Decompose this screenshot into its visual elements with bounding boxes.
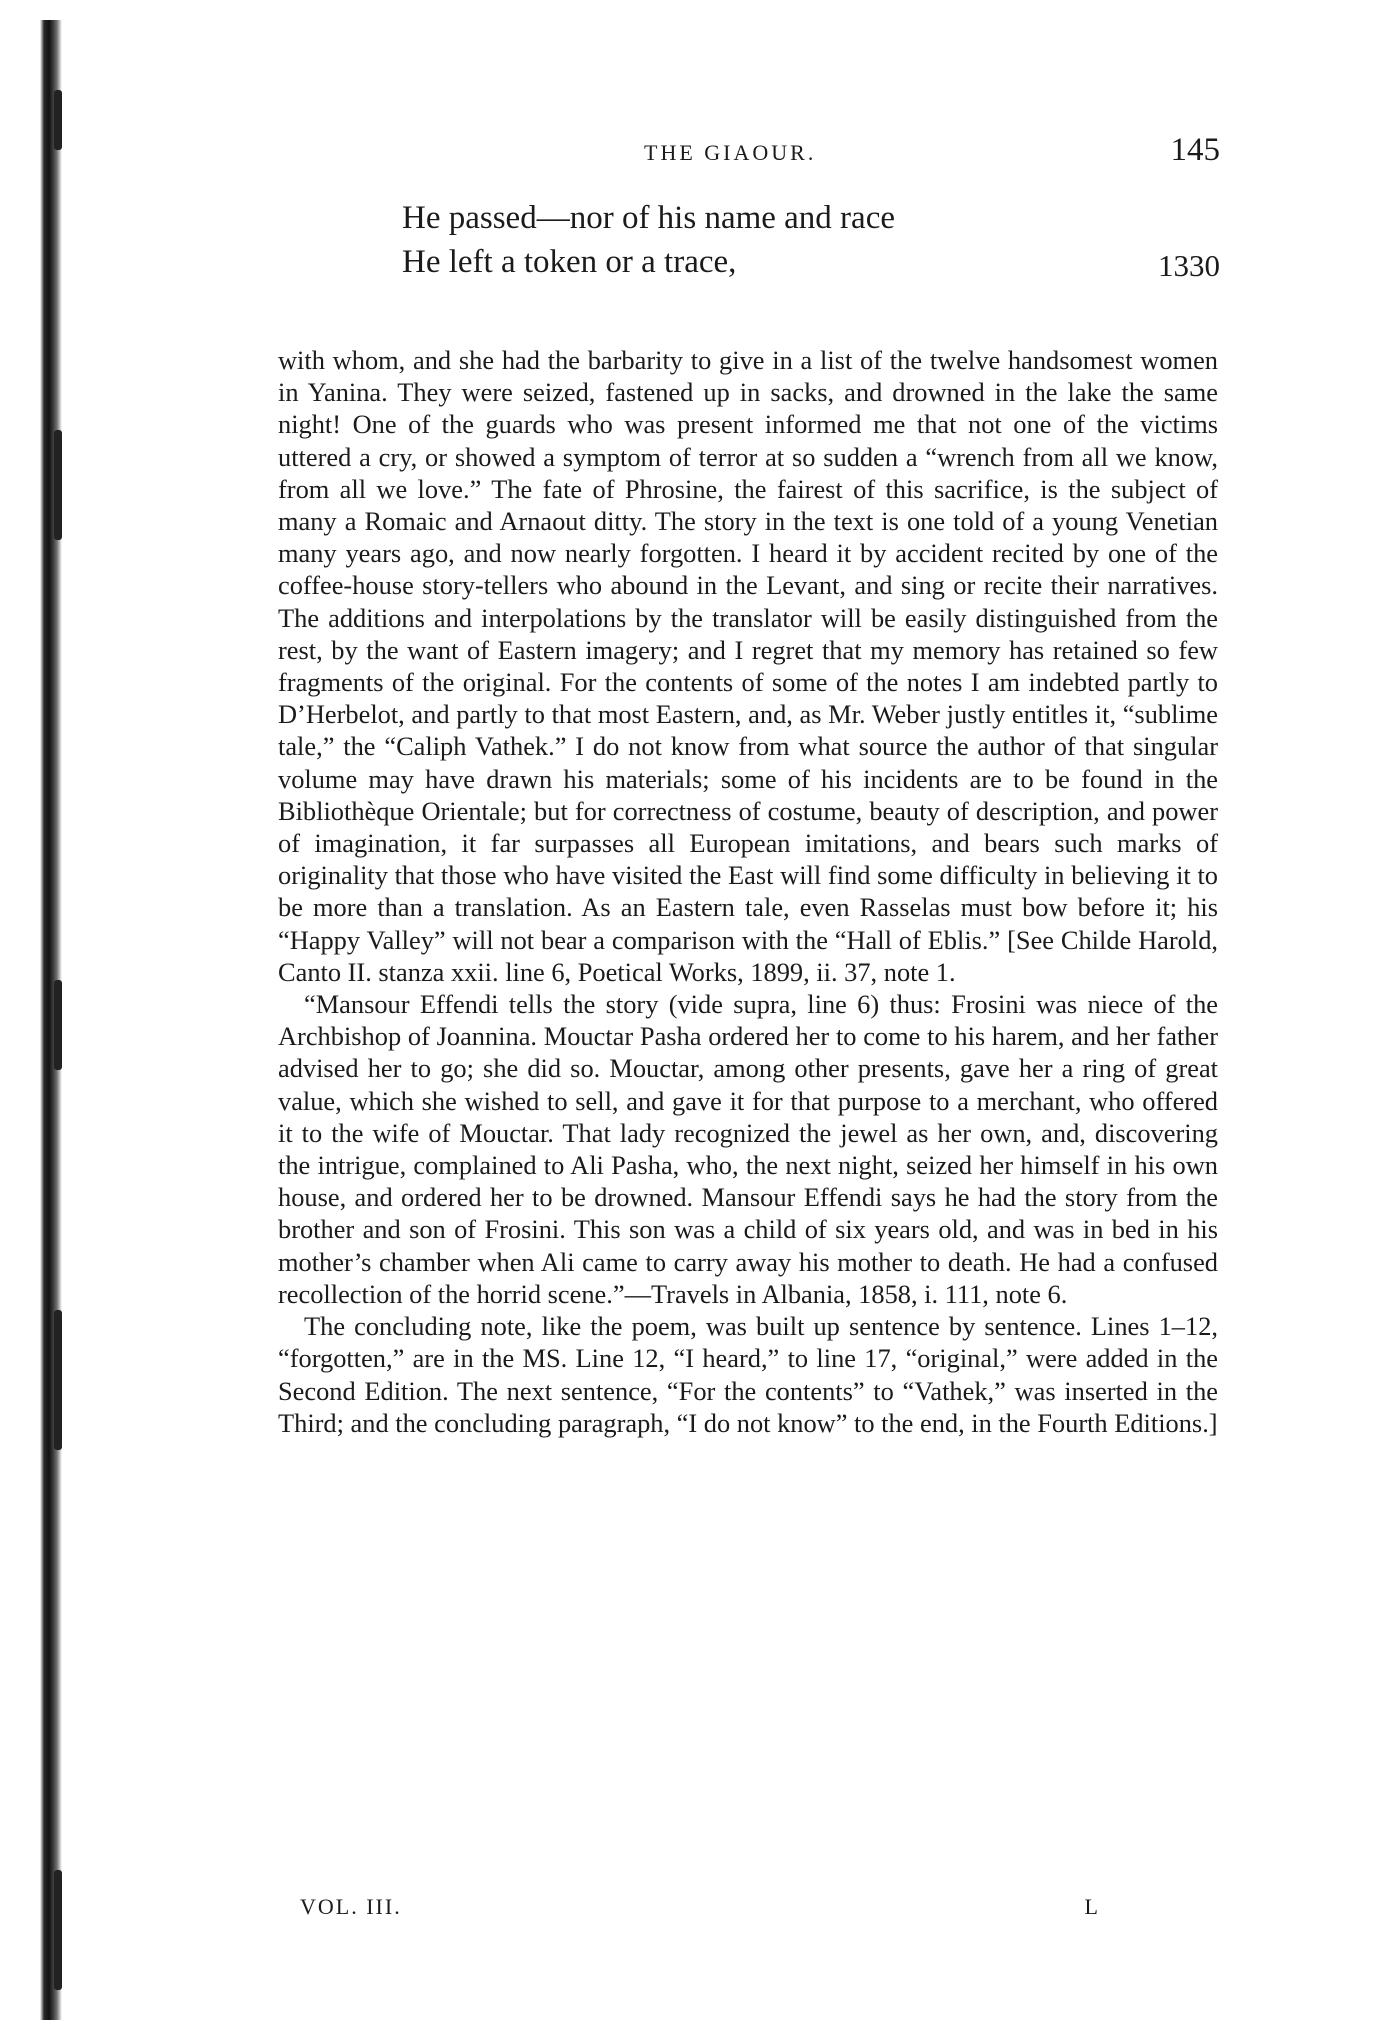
footnote-paragraph: “Mansour Effendi tells the story (vide supra, line 6) thus: Frosini was niece of the Archbishop of Joannina. Mouctar Pasha ordered her to come to his harem, and her father advised her to go; she did so. Mouctar, among other presents, gave her a ring of great value, which she wished to sell, and gave it for that purpose to a merchant, who offered it to the wife of Mouctar. That lady recognized the jewel as her own, and, discovering the intrigue, complained to Ali Pasha, who, the next night, seized her himself in his own house, and ordered her to be drowned. Mansour Effendi says he had the story from the brother and son of Frosini. This son was a child of six years old, and was in bed in his mother’s chamber when Ali came to carry away his mother to death. He had a confused recollection of the horrid scene.”—Travels in Albania, 1858, i. 111, note 6.	[278, 989, 1218, 1309]
gutter-speck	[54, 980, 62, 1070]
footnote-block	[278, 344, 1218, 1439]
footnote-paragraph: with whom, and she had the barbarity to give in a list of the twelve handsomest women in Yanina. They were seized, fastened up in sacks, and drowned in the lake the same night! One of the guards who was present informed me that not one of the victims uttered a cry, or showed a symptom of terror at so sudden a “wrench from all we know, from all we love.” The fate of Phrosine, the fairest of this sacrifice, is the subject of many a Romaic and Arnaout ditty. The story in the text is one told of a young Venetian many years ago, and now nearly forgotten. I heard it by accident recited by one of the coffee-house story-tellers who abound in the Levant, and sing or recite their narratives. The additions and interpolations by the translator will be easily distinguished from the rest, by the want of Eastern imagery; and I regret that my memory has retained so few fragments of the original. For the contents of some of the notes I am indebted partly to D’Herbelot, and partly to that most Eastern, and, as Mr. Weber justly entitles it, “sublime tale,” the “Caliph Vathek.” I do not know from what source the author of that singular volume may have drawn his materials; some of his incidents are to be found in the Bibliothèque Orientale; but for correctness of costume, beauty of description, and power of imagination, it far surpasses all European imitations, and bears such marks of originality that those who have visited the East will find some difficulty in believing it to be more than a translation. As an Eastern tale, even Rasselas must bow before it; his “Happy Valley” will not bear a comparison with the “Hall of Eblis.” [See Childe Harold, Canto II. stanza xxii. line 6, Poetical Works, 1899, ii. 37, note 1.	[278, 345, 1218, 987]
footnote-paragraph: The concluding note, like the poem, was built up sentence by sentence. Lines 1–12, “forgotten,” are in the MS. Line 12, “I heard,” to line 17, “original,” were added in the Second Edition. The next sentence, “For the contents” to “Vathek,” was inserted in the Third; and the concluding paragraph, “I do not know” to the end, in the Fourth Editions.]	[278, 1311, 1218, 1438]
line-number: 1330	[1158, 248, 1220, 283]
verse-block	[402, 196, 1220, 284]
page-footer	[300, 1894, 1100, 1930]
verse-line-text: He left a token or a trace,	[402, 244, 737, 280]
verse-line-text: He passed—nor of his name and race	[402, 200, 895, 236]
running-head	[270, 132, 1220, 168]
signature-mark: L	[1084, 1894, 1100, 1919]
volume-mark: VOL. III.	[300, 1894, 402, 1919]
verse-line	[402, 196, 1220, 240]
gutter-speck	[54, 1310, 62, 1450]
verse-line	[402, 240, 1220, 284]
gutter-speck	[54, 90, 62, 150]
gutter-speck	[54, 1870, 62, 1990]
page-number: 145	[1170, 132, 1220, 168]
running-title: THE GIAOUR.	[644, 140, 817, 165]
gutter-speck	[54, 430, 62, 540]
